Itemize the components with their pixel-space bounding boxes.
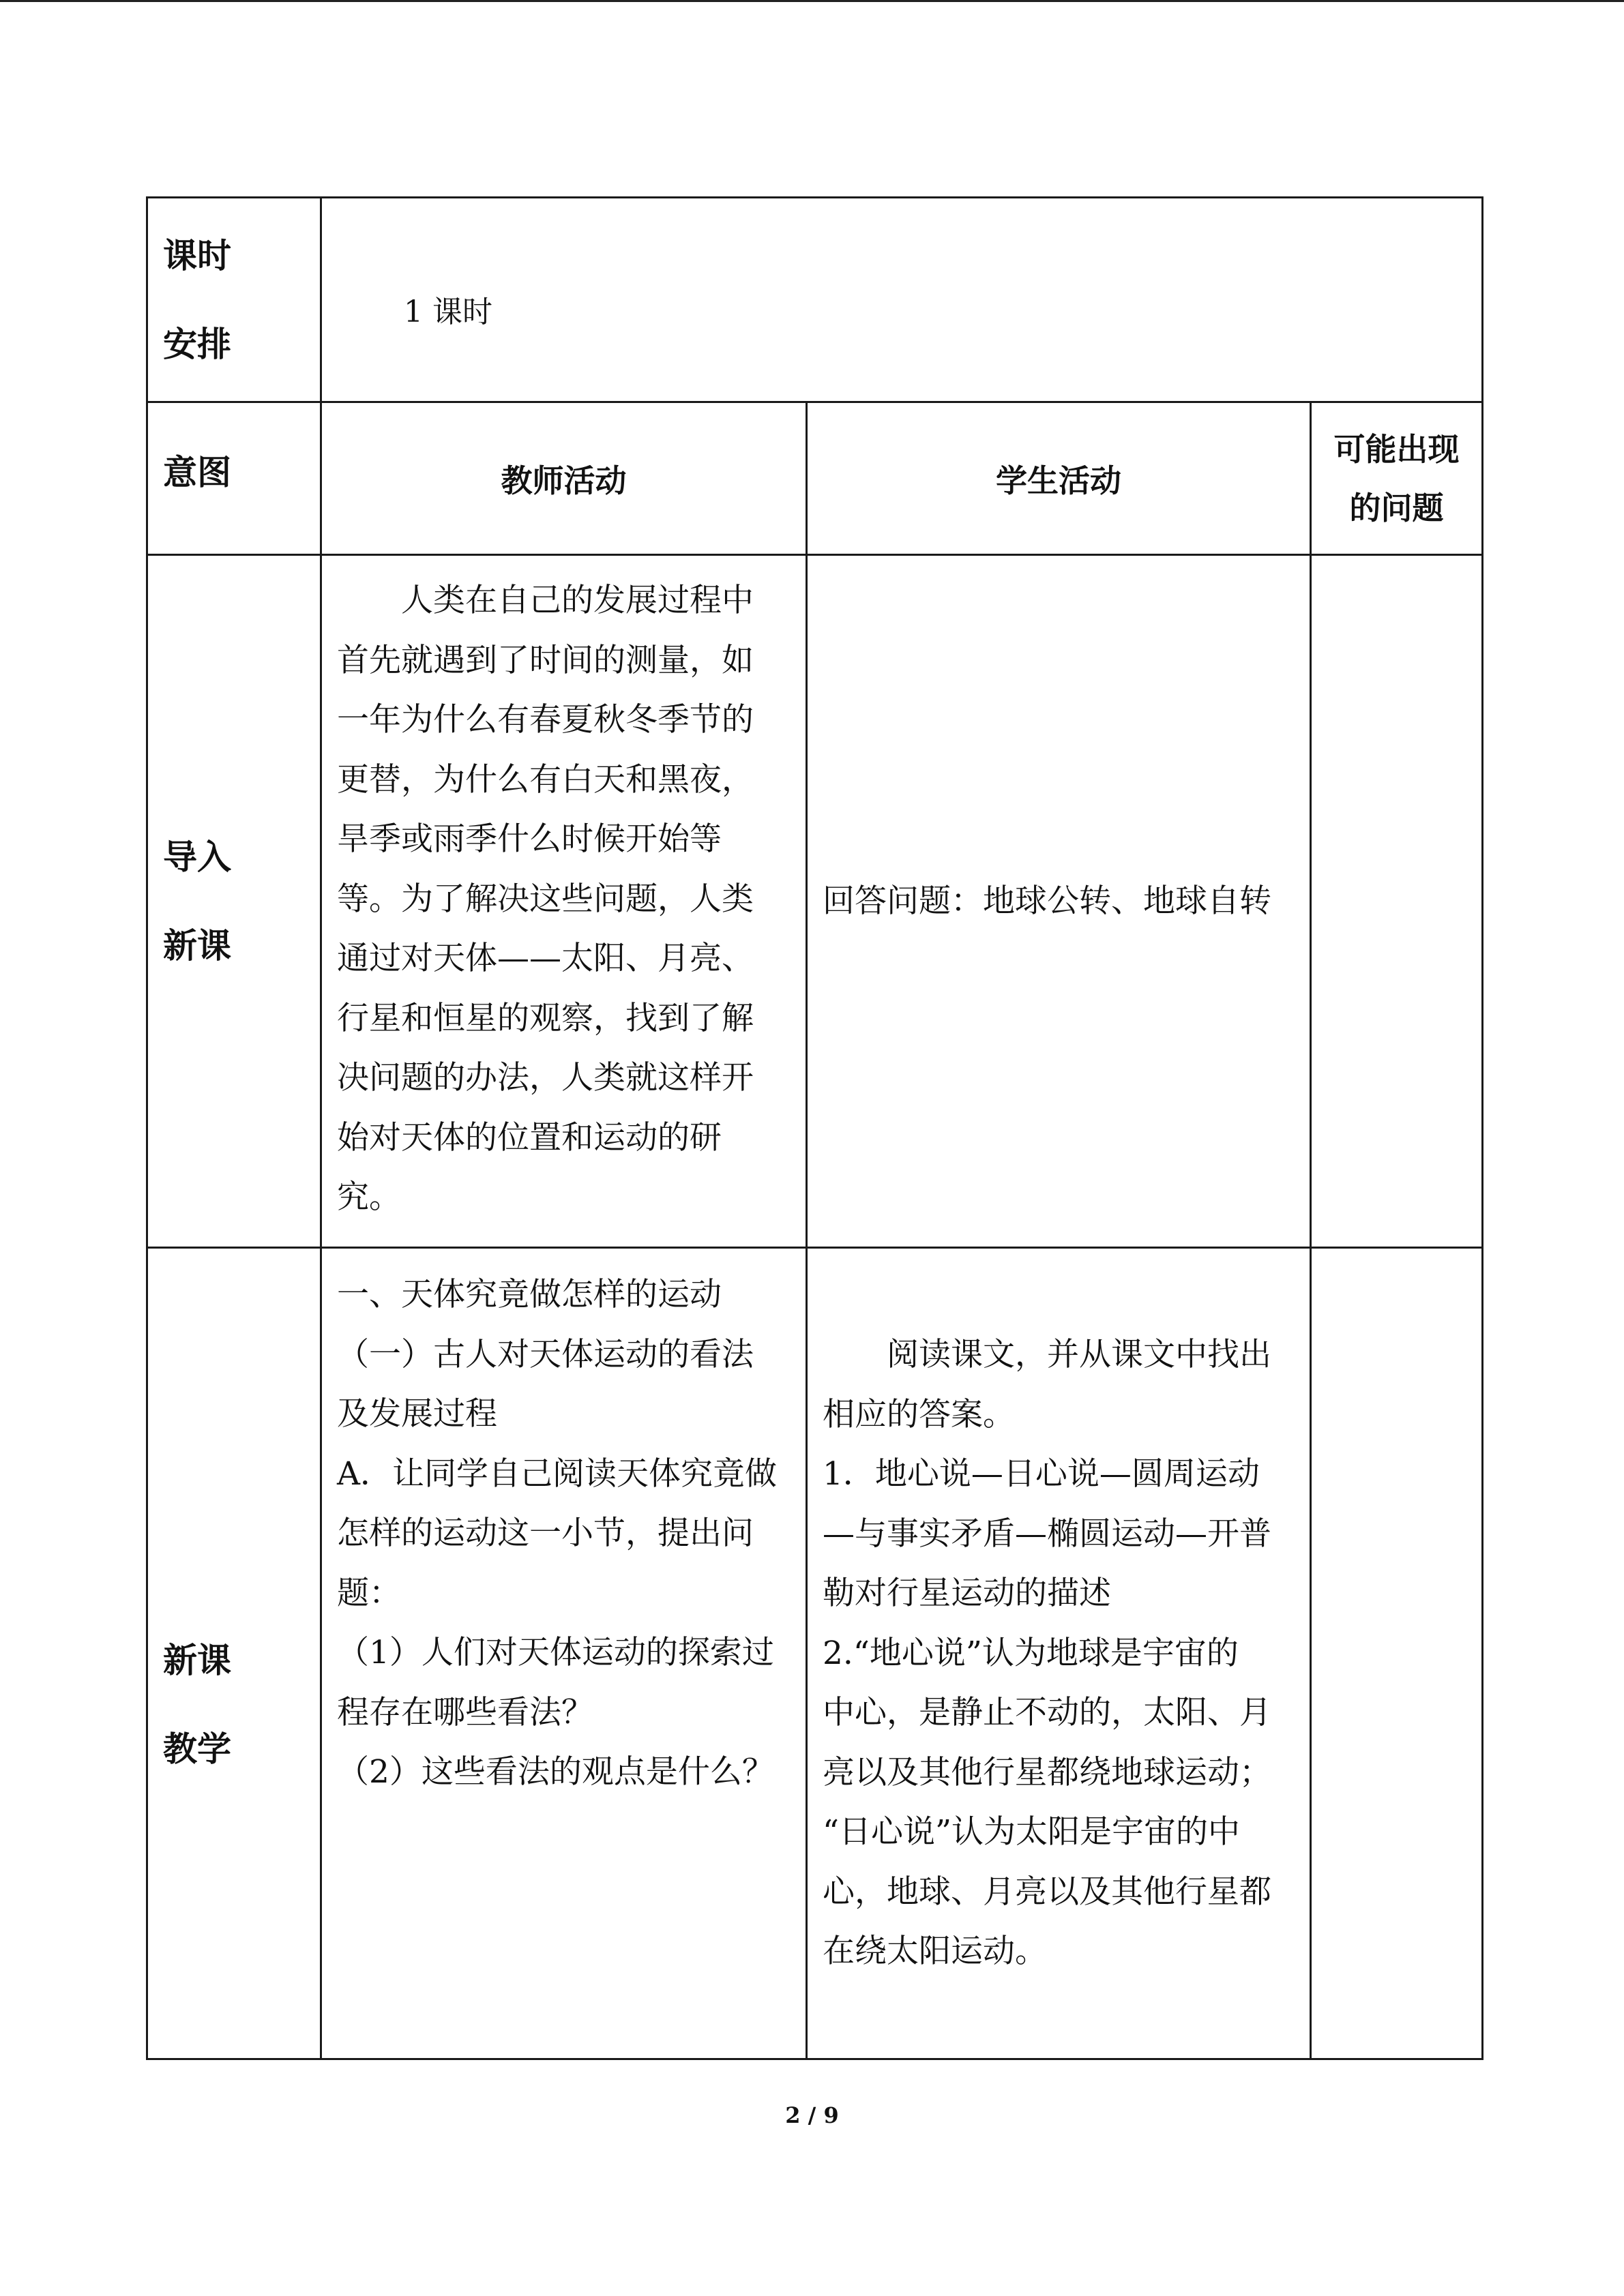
top-border-line <box>0 0 1624 2</box>
new-lesson-student-line: 阅读课文，并从课文中找出 <box>887 1336 1271 1373</box>
new-lesson-label-cell <box>147 1248 321 2059</box>
new-lesson-student-line: 2.“地心说”认为地球是宇宙的 <box>823 1634 1239 1672</box>
intro-teacher-line: 旱季或雨季什么时候开始等 <box>337 820 722 858</box>
intro-student-answer: 回答问题：地球公转、地球自转 <box>823 882 1271 920</box>
intro-label-cell <box>147 555 321 1248</box>
intro-teacher-line: 决问题的办法，人类就这样开 <box>337 1059 754 1097</box>
page-number: 2 / 9 <box>785 2102 839 2128</box>
intro-student-cell <box>807 555 1311 1248</box>
intent-header-cell <box>147 402 321 555</box>
new-lesson-student-cell <box>807 1248 1311 2059</box>
schedule-value-cell <box>321 198 1483 402</box>
intro-teacher-line: 等。为了解决这些问题，人类 <box>337 880 754 918</box>
new-lesson-teacher-line: A．让同学自己阅读天体究竟做 <box>337 1455 777 1493</box>
intro-teacher-line: 究。 <box>337 1178 401 1216</box>
new-lesson-teacher-line: 一、天体究竟做怎样的运动 <box>337 1276 722 1313</box>
new-lesson-student-line: 勒对行星运动的描述 <box>823 1575 1111 1612</box>
intro-teacher-line: 更替，为什么有白天和黑夜， <box>337 760 754 799</box>
new-lesson-teacher-line: （一）古人对天体运动的看法 <box>337 1335 754 1373</box>
intent-header: 意图 <box>163 453 231 492</box>
schedule-label-line1: 课时 <box>163 235 231 275</box>
issues-header-line1: 可能出现 <box>1333 430 1460 468</box>
intro-teacher-line: 始对天体的位置和运动的研 <box>337 1118 722 1157</box>
issues-header-line2: 的问题 <box>1349 489 1444 526</box>
new-lesson-teacher-cell <box>321 1248 807 2059</box>
student-activity-header: 学生活动 <box>996 462 1121 499</box>
new-lesson-student-line: 1．地心说—日心说—圆周运动 <box>823 1455 1260 1493</box>
schedule-value: 1 课时 <box>404 295 492 329</box>
intro-teacher-cell <box>321 555 807 1248</box>
new-lesson-teacher-line: 程存在哪些看法？ <box>337 1693 593 1731</box>
new-lesson-teacher-line: 题： <box>337 1574 401 1612</box>
intro-label-line2: 新课 <box>163 925 231 966</box>
intro-teacher-line: 通过对天体——太阳、月亮、 <box>337 940 754 977</box>
new-lesson-issues-cell <box>1311 1248 1483 2059</box>
new-lesson-row <box>147 1248 1483 2059</box>
new-lesson-teacher-line: 及发展过程 <box>337 1395 497 1433</box>
teacher-activity-header: 教师活动 <box>501 462 627 499</box>
new-lesson-label-line1: 新课 <box>163 1640 231 1680</box>
intro-teacher-line: 首先就遇到了时间的测量，如 <box>337 641 754 679</box>
intro-teacher-line: 一年为什么有春夏秋冬季节的 <box>337 701 754 739</box>
new-lesson-student-line: 亮以及其他行星都绕地球运动； <box>823 1753 1271 1791</box>
intro-teacher-line: 人类在自己的发展过程中 <box>401 582 754 619</box>
schedule-label-cell <box>147 198 321 402</box>
lesson-plan-table <box>146 196 1483 2060</box>
new-lesson-student-line: —与事实矛盾—椭圆运动—开普 <box>823 1515 1271 1553</box>
new-lesson-student-line: 相应的答案。 <box>823 1395 1015 1433</box>
new-lesson-teacher-line: （2）这些看法的观点是什么？ <box>337 1753 774 1791</box>
schedule-row <box>147 198 1483 402</box>
new-lesson-teacher-line: （1）人们对天体运动的探索过 <box>337 1634 774 1671</box>
new-lesson-student-line: 中心，是静止不动的，太阳、月 <box>823 1694 1271 1731</box>
student-header-cell <box>807 402 1311 555</box>
intro-label-line1: 导入 <box>163 837 231 877</box>
header-row <box>147 402 1483 555</box>
intro-issues-cell <box>1311 555 1483 1248</box>
intro-row <box>147 555 1483 1248</box>
intro-teacher-line: 行星和恒星的观察，找到了解 <box>337 999 754 1037</box>
new-lesson-student-line: “日心说”认为太阳是宇宙的中 <box>823 1813 1241 1851</box>
teacher-header-cell <box>321 402 807 555</box>
new-lesson-label-line2: 教学 <box>163 1729 231 1769</box>
new-lesson-student-line: 在绕太阳运动。 <box>823 1933 1047 1970</box>
new-lesson-teacher-line: 怎样的运动这一小节，提出问 <box>337 1515 754 1552</box>
new-lesson-student-line: 心，地球、月亮以及其他行星都 <box>823 1873 1271 1911</box>
issues-header-cell <box>1311 402 1483 555</box>
schedule-label-line2: 安排 <box>163 324 231 364</box>
